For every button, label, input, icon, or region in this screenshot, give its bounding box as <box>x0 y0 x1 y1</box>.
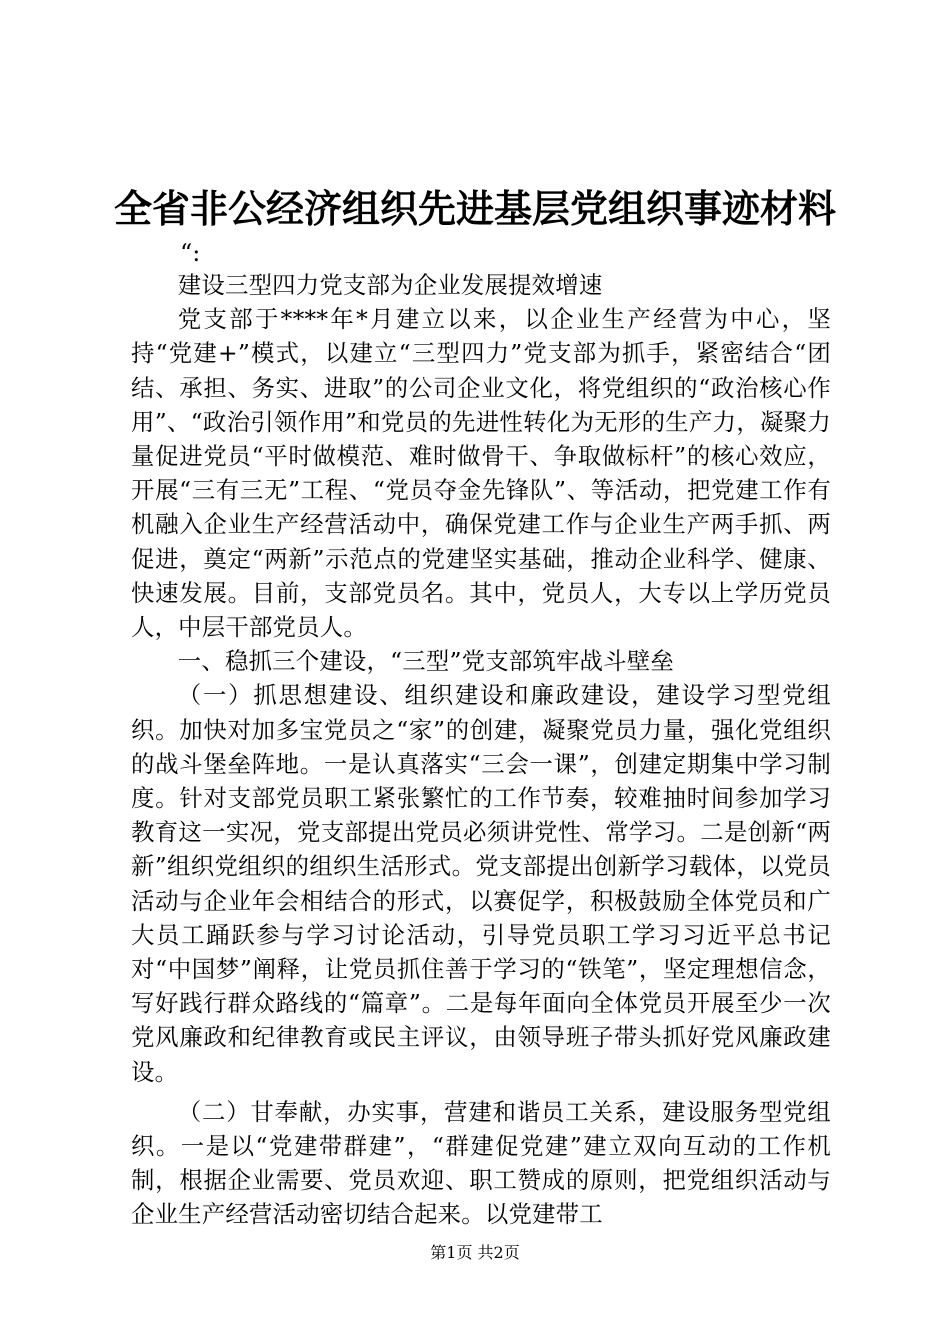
section-paragraph-1: （一）抓思想建设、组织建设和廉政建设，建设学习型党组织。加快对加多宝党员之“家”的创建，凝聚党员力量，强化党组织的战斗堡垒阵地。一是认真落实“三会一课”，创建定期集中学习制度。针对支部党员职工紧张繁忙的工作节奏，较难抽时间参加学习教育这一实况，党支部提出党员必须讲党性、常学习。二是创新“两新”组织党组织的组织生活形式。党支部提出创新学习载体，以党员活动与企业年会相结合的形式，以赛促学，积极鼓励全体党员和广大员工踊跃参与学习讨论活动，引导党员职工学习习近平总书记对“中国梦”阐释，让党员抓住善于学习的“铁笔”，坚定理想信念，写好践行群众路线的“篇章”。二是每年面向全体党员开展至少一次党风廉政和纪律教育或民主评议，由领导班子带头抓好党风廉政建设。 <box>131 681 831 1086</box>
page-footer: 第1页 共2页 <box>430 1243 520 1262</box>
document-title: 全省非公经济组织先进基层党组织事迹材料 <box>113 186 836 231</box>
salutation: “: <box>180 239 201 267</box>
document-body <box>131 268 831 1232</box>
subtitle-paragraph: 建设三型四力党支部为企业发展提效增速 <box>177 271 603 299</box>
section-heading: 一、稳抓三个建设，“三型”党支部筑牢战斗壁垒 <box>177 647 674 676</box>
section-paragraph-2: （二）甘奉献，办实事，营建和谐员工关系，建设服务型党组织。一是以“党建带群建”，“群建促党建”建立双向互动的工作机制，根据企业需要、党员欢迎、职工赞成的原则，把党组织活动与企业生产经营活动密切结合起来。以党建带工 <box>131 1097 831 1229</box>
intro-paragraph: 党支部于****年*月建立以来，以企业生产经营为中心，坚持“党建+”模式，以建立“三型四力”党支部为抓手，紧密结合“团结、承担、务实、进取”的公司企业文化，将党组织的“政治核心作用”、“政治引领作用”和党员的先进性转化为无形的生产力，凝聚力量促进党员“平时做模范、难时做骨干、争取做标杆”的核心效应，开展“三有三无”工程、“党员夺金先锋队”、等活动，把党建工作有机融入企业生产经营活动中，确保党建工作与企业生产两手抓、两促进，奠定“两新”示范点的党建坚实基础，推动企业科学、健康、快速发展。目前，支部党员名。其中，党员人，大专以上学历党员人，中层干部党员人。 <box>131 305 831 642</box>
